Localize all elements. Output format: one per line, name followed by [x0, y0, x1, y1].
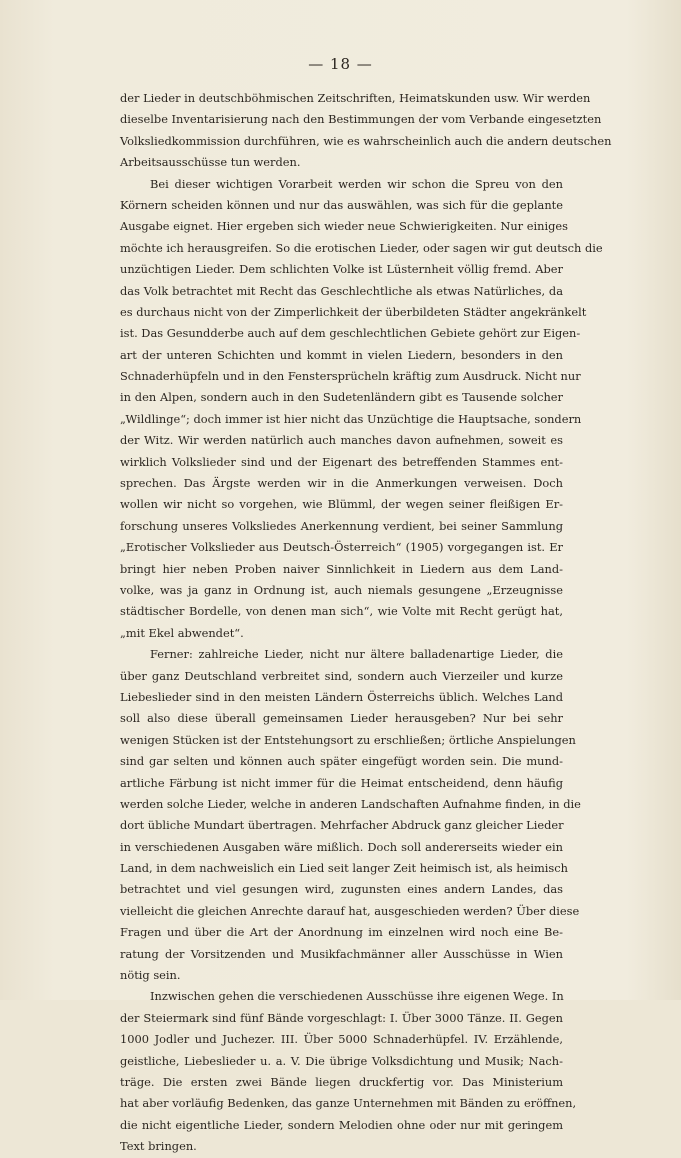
text-line: Text bringen. [120, 1139, 197, 1154]
text-line: vielleicht die gleichen Anrechte darauf hat, ausgeschieden werden? Über diese [120, 903, 580, 918]
text-line: bringt hier neben Proben naiver Sinnlichkeit in Liedern aus dem Land- [120, 561, 563, 576]
text-line: Inzwischen gehen die verschiedenen Ausschüsse ihre eigenen Wege. In [150, 989, 564, 1004]
text-line: träge. Die ersten zwei Bände liegen druckfertig vor. Das Ministerium [120, 1074, 563, 1089]
text-line: möchte ich herausgreifen. So die erotischen Lieder, oder sagen wir gut deutsch die [120, 240, 603, 255]
text-line: wollen wir nicht so vorgehen, wie Blümml, der wegen seiner fleißigen Er- [120, 497, 563, 512]
text-line: nötig sein. [120, 968, 181, 983]
text-line: Bei dieser wichtigen Vorarbeit werden wir schon die Spreu von den [150, 176, 563, 191]
text-line: Volksliedkommission durchführen, wie es wahrscheinlich auch die andern deutschen [120, 133, 612, 148]
paragraph [120, 644, 581, 986]
text-line: über ganz Deutschland verbreitet sind, sondern auch Vierzeiler und kurze [120, 668, 563, 683]
text-line: Liebeslieder sind in den meisten Ländern Österreichs üblich. Welches Land [120, 689, 563, 704]
paragraph [120, 88, 612, 174]
text-line: volke, was ja ganz in Ordnung ist, auch niemals gesungene „Erzeugnisse [120, 582, 563, 597]
text-line: hat aber vorläufig Bedenken, das ganze Unternehmen mit Bänden zu eröffnen, [120, 1096, 577, 1111]
text-line: Ausgabe eignet. Hier ergeben sich wieder neue Schwierigkeiten. Nur einiges [120, 219, 568, 234]
text-line: Körnern scheiden können und nur das auswählen, was sich für die geplante [120, 197, 563, 212]
text-line: 1000 Jodler und Juchezer. III. Über 5000 Schnaderhüpfel. IV. Erzählende, [120, 1032, 563, 1047]
text-line: werden solche Lieder, welche in anderen Landschaften Aufnahme finden, in die [120, 796, 581, 811]
paragraph [120, 174, 603, 645]
text-line: „Wildlinge“; doch immer ist hier nicht das Unzüchtige die Hauptsache, sondern [120, 411, 582, 426]
text-line: der Lieder in deutschböhmischen Zeitschriften, Heimatskunden usw. Wir werden [120, 91, 591, 105]
text-line: unzüchtigen Lieder. Dem schlichten Volke ist Lüsternheit völlig fremd. Aber [120, 262, 563, 277]
text-line: in den Alpen, sondern auch in den Sudetenländern gibt es Tausende solcher [120, 390, 563, 405]
text-line: Schnaderhüpfeln und in den Fenstersprücheln kräftig zum Ausdruck. Nicht nur [120, 369, 581, 384]
text-line: in verschiedenen Ausgaben wäre mißlich. Doch soll andererseits wieder ein [120, 839, 563, 854]
text-line: das Volk betrachtet mit Recht das Geschlechtliche als etwas Natürliches, da [120, 283, 563, 298]
text-line: städtischer Bordelle, von denen man sich“, wie Volte mit Recht gerügt hat, [120, 604, 563, 619]
text-line: forschung unseres Volksliedes Anerkennung verdient, bei seiner Sammlung [120, 518, 563, 533]
text-line: es durchaus nicht von der Zimperlichkeit der überbildeten Städter angekränkelt [120, 304, 587, 319]
text-line: der Witz. Wir werden natürlich auch manches davon aufnehmen, soweit es [120, 433, 563, 448]
text-line: Arbeitsausschüsse tun werden. [120, 155, 301, 170]
text-line: soll also diese überall gemeinsamen Lieder herausgeben? Nur bei sehr [120, 711, 563, 726]
page-number: — 18 — [308, 55, 373, 73]
text-line: ratung der Vorsitzenden und Musikfachmänner aller Ausschüsse in Wien [120, 946, 563, 961]
text-line: art der unteren Schichten und kommt in vielen Liedern, besonders in den [120, 347, 563, 362]
text-line: geistliche, Liebeslieder u. a. V. Die übrige Volksdichtung und Musik; Nach- [120, 1053, 563, 1068]
text-line: „mit Ekel abwendet“. [120, 625, 244, 640]
text-line: der Steiermark sind fünf Bände vorgeschlagt: I. Über 3000 Tänze. II. Gegen [120, 1010, 563, 1025]
text-line: sind gar selten und können auch später eingefügt worden sein. Die mund- [120, 754, 563, 769]
text-line: Fragen und über die Art der Anordnung im einzelnen wird noch eine Be- [120, 925, 563, 940]
text-line: dort übliche Mundart übertragen. Mehrfacher Abdruck ganz gleicher Lieder [120, 818, 564, 833]
text-line: die nicht eigentliche Lieder, sondern Melodien ohne oder nur mit geringem [120, 1117, 563, 1132]
text-line: wirklich Volkslieder sind und der Eigenart des betreffenden Stammes ent- [120, 454, 563, 469]
text-line: betrachtet und viel gesungen wird, zugunsten eines andern Landes, das [120, 882, 563, 897]
paragraph [120, 986, 577, 1157]
text-line: „Erotischer Volkslieder aus Deutsch-Österreich“ (1905) vorgegangen ist. Er [120, 540, 563, 555]
text-line: wenigen Stücken ist der Entstehungsort zu erschließen; örtliche Anspielungen [120, 732, 576, 747]
text-line: ist. Das Gesundderbe auch auf dem geschlechtlichen Gebiete gehört zur Eigen- [120, 326, 581, 341]
text-line: Land, in dem nachweislich ein Lied seit langer Zeit heimisch ist, als heimisch [120, 861, 568, 876]
text-line: artliche Färbung ist nicht immer für die Heimat entscheidend, denn häufig [120, 775, 563, 790]
text-line: dieselbe Inventarisierung nach den Bestimmungen der vom Verbande eingesetzten [120, 112, 602, 127]
text-line: Ferner: zahlreiche Lieder, nicht nur ältere balladenartige Lieder, die [150, 647, 563, 662]
text-line: sprechen. Das Ärgste werden wir in die Anmerkungen verweisen. Doch [120, 476, 563, 491]
body-text [120, 88, 612, 1158]
